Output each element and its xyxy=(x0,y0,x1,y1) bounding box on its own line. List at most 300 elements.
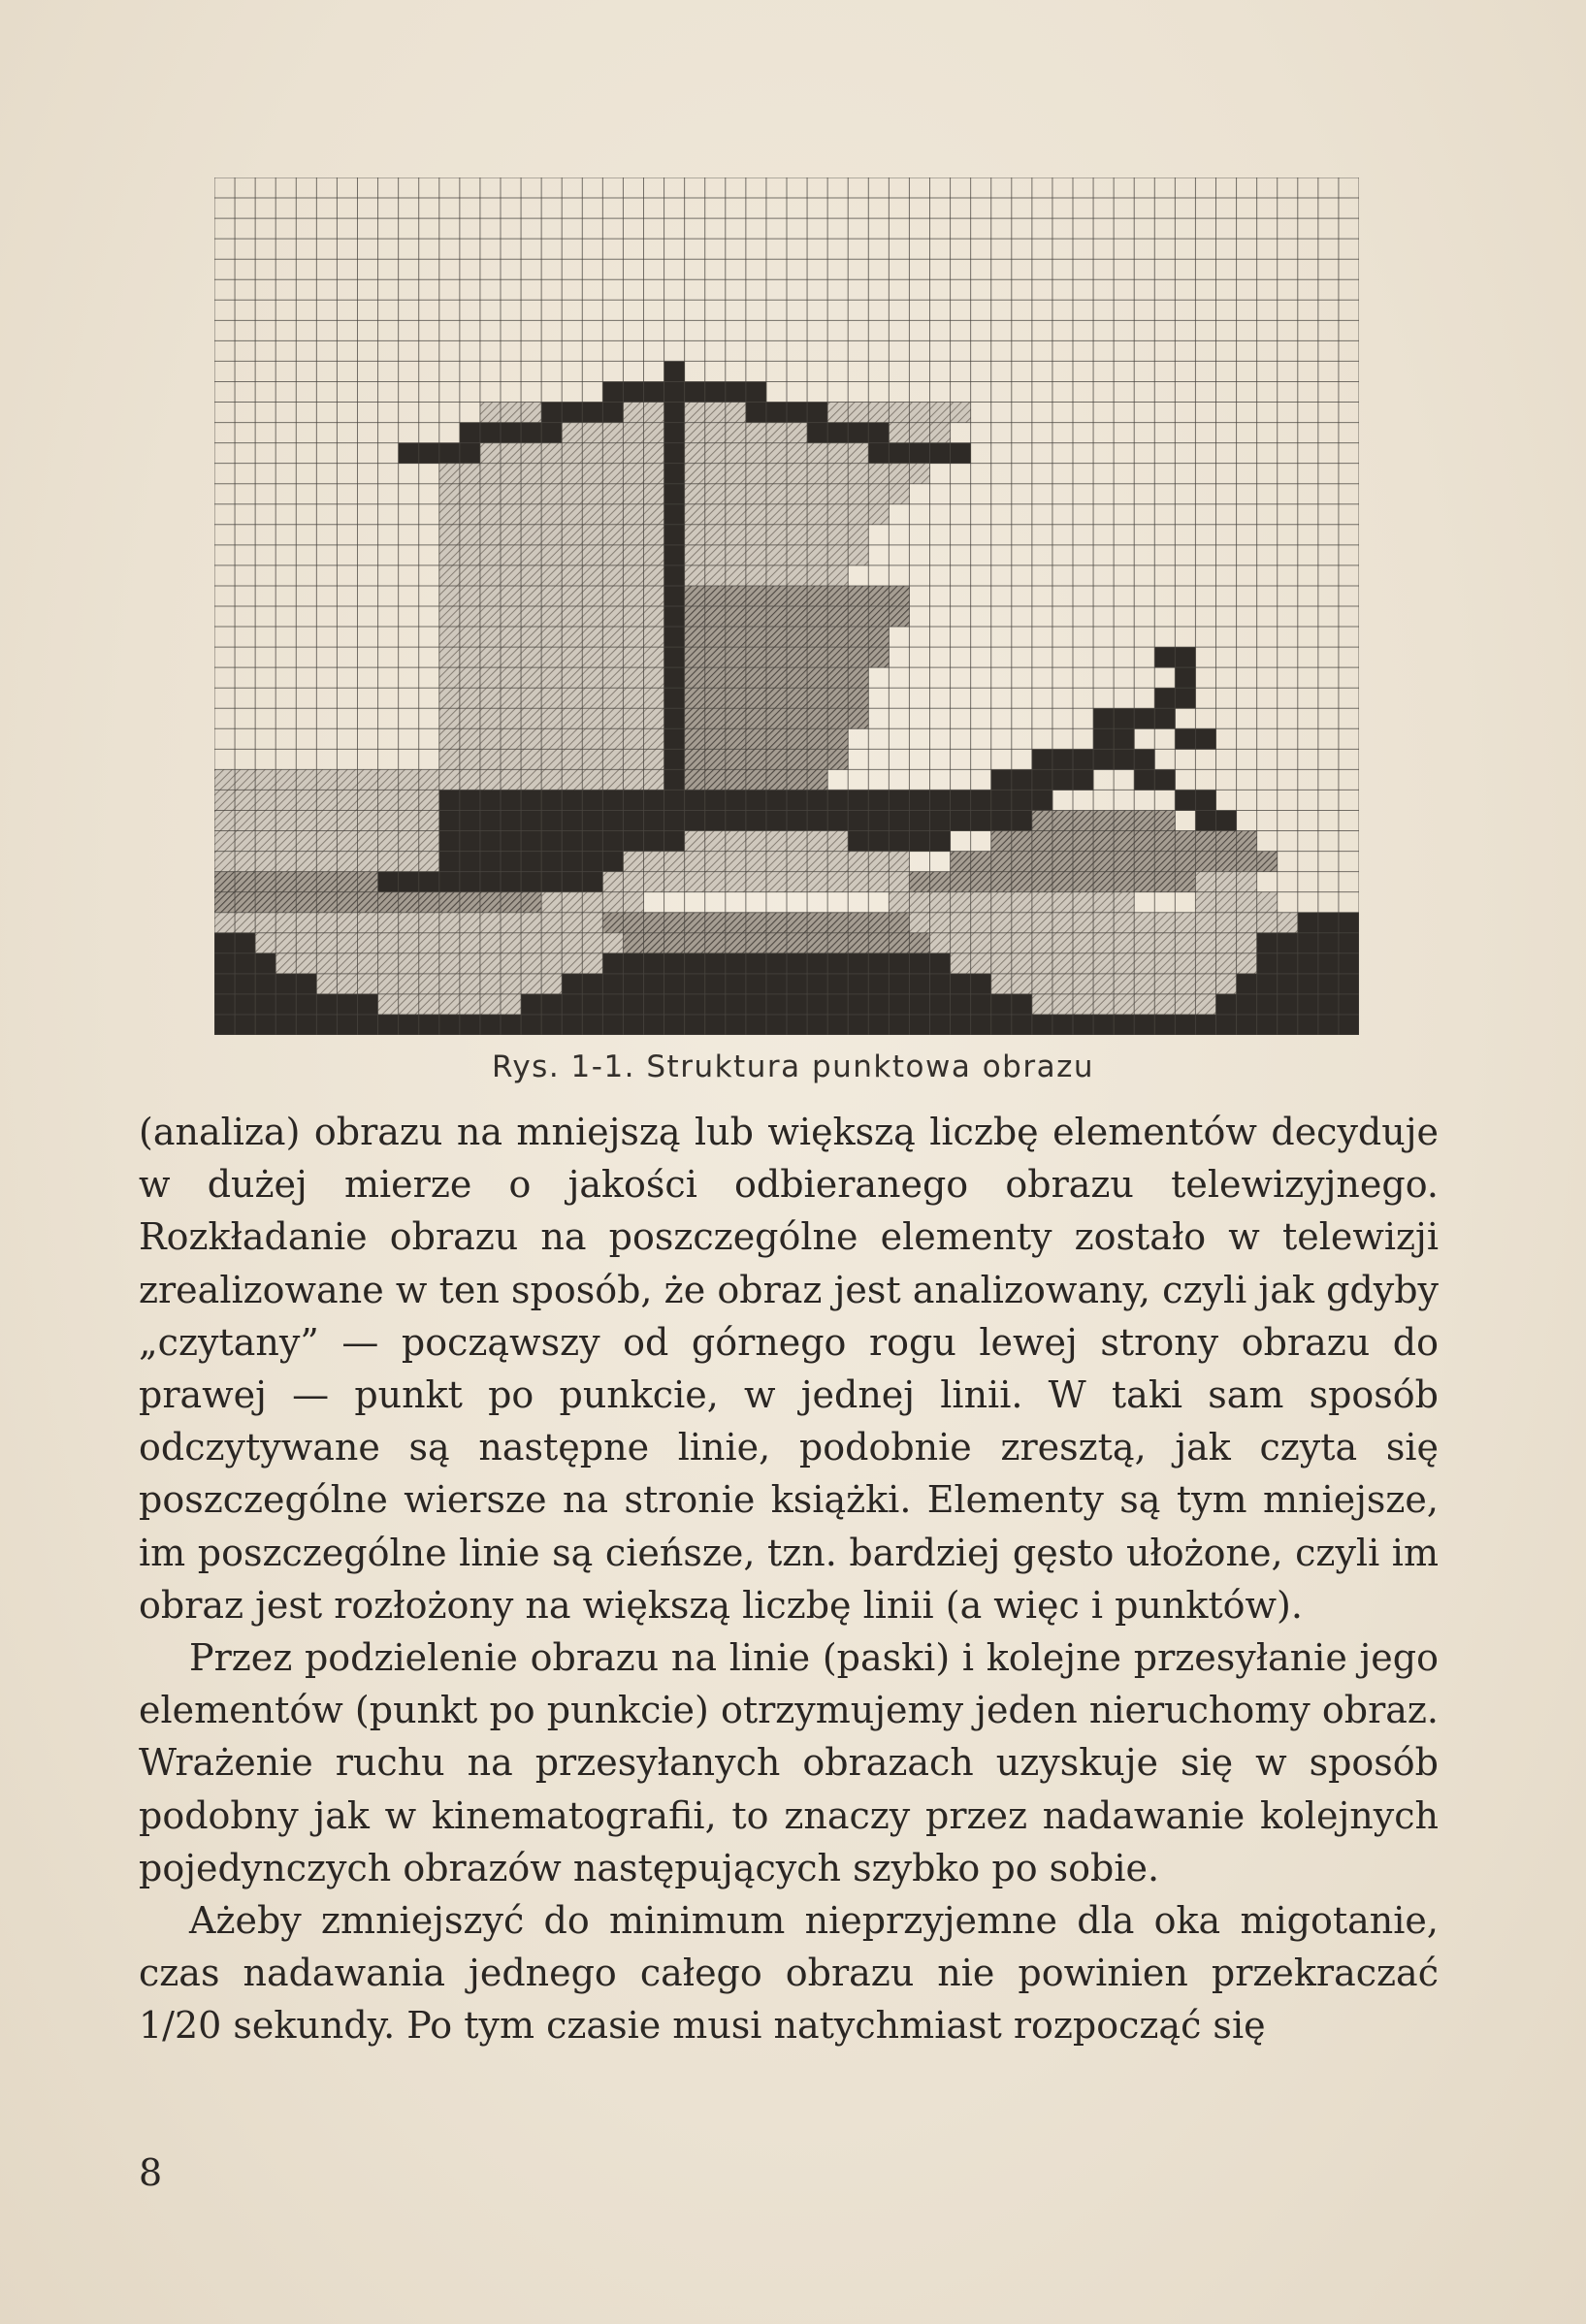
grid-pixel xyxy=(889,872,909,892)
grid-pixel xyxy=(766,647,787,667)
grid-pixel xyxy=(1339,974,1359,994)
grid-pixel xyxy=(1237,913,1257,933)
grid-pixel xyxy=(602,565,623,586)
grid-pixel xyxy=(602,423,623,443)
grid-pixel xyxy=(419,790,439,810)
grid-pixel xyxy=(807,627,827,647)
grid-pixel xyxy=(848,953,868,974)
grid-pixel xyxy=(399,933,419,953)
grid-pixel xyxy=(766,525,787,545)
grid-pixel xyxy=(848,627,868,647)
grid-pixel xyxy=(726,403,746,423)
grid-pixel xyxy=(807,953,827,974)
grid-pixel xyxy=(787,749,807,769)
grid-pixel xyxy=(235,872,255,892)
grid-pixel xyxy=(644,484,664,504)
grid-pixel xyxy=(726,913,746,933)
grid-pixel xyxy=(766,810,787,830)
grid-pixel xyxy=(582,769,602,790)
grid-pixel xyxy=(664,769,685,790)
grid-pixel xyxy=(521,464,541,484)
grid-pixel xyxy=(807,769,827,790)
grid-pixel xyxy=(439,852,460,872)
grid-pixel xyxy=(521,586,541,606)
grid-pixel xyxy=(705,872,726,892)
grid-pixel xyxy=(460,728,480,749)
grid-pixel xyxy=(378,790,399,810)
grid-pixel xyxy=(827,933,848,953)
grid-pixel xyxy=(623,728,643,749)
grid-pixel xyxy=(1073,831,1093,852)
grid-pixel xyxy=(480,810,501,830)
grid-pixel xyxy=(501,586,521,606)
grid-pixel xyxy=(787,913,807,933)
grid-pixel xyxy=(766,872,787,892)
grid-pixel xyxy=(602,892,623,913)
grid-pixel xyxy=(644,606,664,627)
grid-pixel xyxy=(1134,913,1154,933)
grid-pixel xyxy=(644,994,664,1015)
grid-pixel xyxy=(1175,688,1195,708)
grid-pixel xyxy=(848,647,868,667)
grid-pixel xyxy=(726,1015,746,1035)
grid-pixel xyxy=(685,831,705,852)
grid-pixel xyxy=(971,994,991,1015)
grid-pixel xyxy=(705,484,726,504)
grid-pixel xyxy=(746,565,766,586)
grid-pixel xyxy=(541,892,562,913)
grid-pixel xyxy=(868,627,889,647)
grid-pixel xyxy=(337,913,357,933)
grid-pixel xyxy=(644,872,664,892)
grid-pixel xyxy=(664,749,685,769)
grid-pixel xyxy=(991,852,1012,872)
grid-pixel xyxy=(521,443,541,464)
grid-pixel xyxy=(501,484,521,504)
grid-pixel xyxy=(358,872,378,892)
grid-pixel xyxy=(480,443,501,464)
grid-pixel xyxy=(501,688,521,708)
grid-pixel xyxy=(602,790,623,810)
grid-pixel xyxy=(909,403,929,423)
grid-pixel xyxy=(1093,1015,1114,1035)
grid-pixel xyxy=(889,852,909,872)
grid-pixel xyxy=(562,627,582,647)
grid-pixel xyxy=(1093,892,1114,913)
grid-pixel xyxy=(848,586,868,606)
grid-pixel xyxy=(644,586,664,606)
grid-pixel xyxy=(766,933,787,953)
grid-pixel xyxy=(582,749,602,769)
grid-pixel xyxy=(848,852,868,872)
grid-pixel xyxy=(1012,852,1032,872)
grid-pixel xyxy=(582,403,602,423)
grid-pixel xyxy=(501,565,521,586)
grid-pixel xyxy=(214,994,235,1015)
grid-pixel xyxy=(602,1015,623,1035)
grid-pixel xyxy=(255,831,275,852)
grid-pixel xyxy=(827,627,848,647)
grid-pixel xyxy=(316,810,337,830)
grid-pixel xyxy=(726,627,746,647)
grid-pixel xyxy=(787,504,807,525)
grid-pixel xyxy=(521,953,541,974)
grid-pixel xyxy=(930,810,951,830)
grid-pixel xyxy=(399,913,419,933)
grid-pixel xyxy=(419,953,439,974)
grid-pixel xyxy=(623,1015,643,1035)
grid-pixel xyxy=(951,403,971,423)
grid-pixel xyxy=(1093,749,1114,769)
grid-pixel xyxy=(1114,994,1134,1015)
grid-pixel xyxy=(337,872,357,892)
grid-pixel xyxy=(1195,1015,1215,1035)
grid-pixel xyxy=(358,1015,378,1035)
grid-pixel xyxy=(399,769,419,790)
grid-pixel xyxy=(1134,953,1154,974)
grid-pixel xyxy=(787,565,807,586)
grid-pixel xyxy=(1093,852,1114,872)
grid-pixel xyxy=(705,994,726,1015)
grid-pixel xyxy=(766,994,787,1015)
grid-pixel xyxy=(848,545,868,565)
grid-pixel xyxy=(521,749,541,769)
body-text xyxy=(139,1106,1439,2052)
grid-pixel xyxy=(562,790,582,810)
grid-pixel xyxy=(480,464,501,484)
grid-pixel xyxy=(1237,953,1257,974)
grid-pixel xyxy=(501,852,521,872)
grid-pixel xyxy=(868,647,889,667)
grid-pixel xyxy=(541,423,562,443)
grid-pixel xyxy=(501,974,521,994)
grid-pixel xyxy=(602,708,623,728)
grid-pixel xyxy=(746,749,766,769)
grid-pixel xyxy=(827,606,848,627)
grid-pixel xyxy=(746,872,766,892)
grid-pixel xyxy=(664,913,685,933)
grid-pixel xyxy=(235,892,255,913)
grid-pixel xyxy=(1154,831,1175,852)
grid-pixel xyxy=(644,831,664,852)
grid-pixel xyxy=(501,525,521,545)
grid-pixel xyxy=(602,443,623,464)
grid-pixel xyxy=(868,974,889,994)
grid-pixel xyxy=(1318,953,1339,974)
grid-pixel xyxy=(705,688,726,708)
grid-pixel xyxy=(460,749,480,769)
grid-pixel xyxy=(541,872,562,892)
grid-pixel xyxy=(726,464,746,484)
grid-pixel xyxy=(623,892,643,913)
grid-pixel xyxy=(521,769,541,790)
grid-pixel xyxy=(562,525,582,545)
grid-pixel xyxy=(623,953,643,974)
grid-pixel xyxy=(644,769,664,790)
grid-pixel xyxy=(1216,994,1237,1015)
grid-pixel xyxy=(705,525,726,545)
grid-pixel xyxy=(746,606,766,627)
grid-pixel xyxy=(521,913,541,933)
grid-pixel xyxy=(214,810,235,830)
grid-pixel xyxy=(685,790,705,810)
grid-pixel xyxy=(746,403,766,423)
grid-pixel xyxy=(726,749,746,769)
grid-pixel xyxy=(726,423,746,443)
grid-pixel xyxy=(1093,953,1114,974)
grid-pixel xyxy=(827,667,848,688)
grid-pixel xyxy=(439,565,460,586)
grid-pixel xyxy=(1175,647,1195,667)
grid-pixel xyxy=(746,953,766,974)
grid-pixel xyxy=(766,728,787,749)
grid-pixel xyxy=(1318,913,1339,933)
grid-pixel xyxy=(1093,872,1114,892)
grid-pixel xyxy=(439,892,460,913)
grid-pixel xyxy=(685,525,705,545)
grid-pixel xyxy=(705,708,726,728)
grid-pixel xyxy=(623,545,643,565)
grid-pixel xyxy=(623,443,643,464)
grid-pixel xyxy=(1134,810,1154,830)
grid-pixel xyxy=(480,933,501,953)
grid-pixel xyxy=(827,790,848,810)
grid-pixel xyxy=(541,647,562,667)
grid-pixel xyxy=(889,810,909,830)
grid-pixel xyxy=(827,464,848,484)
grid-pixel xyxy=(1339,994,1359,1015)
grid-pixel xyxy=(480,647,501,667)
grid-pixel xyxy=(501,892,521,913)
paragraph-2: Przez podzielenie obrazu na linie (paski) i kolejne przesyłanie jego elementów (punkt po punkcie) otrzymujemy jeden nieruchomy obraz. Wrażenie ruchu na przesyłanych obrazach uzyskuje się w sposób podobny jak w kinematografii, to znaczy przez nadawanie kolejnych pojedynczych obrazów następujących szybko po sobie. xyxy=(139,1636,1439,1889)
grid-pixel xyxy=(889,606,909,627)
grid-pixel xyxy=(644,810,664,830)
grid-pixel xyxy=(766,913,787,933)
grid-pixel xyxy=(562,504,582,525)
grid-pixel xyxy=(582,545,602,565)
grid-pixel xyxy=(541,1015,562,1035)
grid-pixel xyxy=(787,667,807,688)
grid-pixel xyxy=(807,586,827,606)
grid-pixel xyxy=(480,688,501,708)
grid-pixel xyxy=(766,606,787,627)
grid-pixel xyxy=(848,1015,868,1035)
grid-pixel xyxy=(419,769,439,790)
grid-pixel xyxy=(439,647,460,667)
grid-pixel xyxy=(1154,1015,1175,1035)
grid-pixel xyxy=(685,464,705,484)
grid-pixel xyxy=(1278,1015,1298,1035)
grid-pixel xyxy=(664,1015,685,1035)
grid-pixel xyxy=(541,545,562,565)
grid-pixel xyxy=(664,464,685,484)
grid-pixel xyxy=(358,852,378,872)
grid-pixel xyxy=(664,647,685,667)
grid-pixel xyxy=(275,831,296,852)
grid-pixel xyxy=(807,933,827,953)
grid-pixel xyxy=(214,1015,235,1035)
grid-pixel xyxy=(541,708,562,728)
grid-pixel xyxy=(439,913,460,933)
grid-pixel xyxy=(726,994,746,1015)
grid-pixel xyxy=(726,974,746,994)
grid-pixel xyxy=(378,953,399,974)
grid-pixel xyxy=(623,647,643,667)
grid-pixel xyxy=(746,728,766,749)
grid-pixel xyxy=(685,443,705,464)
grid-pixel xyxy=(1073,953,1093,974)
grid-pixel xyxy=(419,1015,439,1035)
grid-pixel xyxy=(1134,749,1154,769)
grid-pixel xyxy=(848,484,868,504)
grid-pixel xyxy=(664,933,685,953)
grid-pixel xyxy=(787,606,807,627)
grid-pixel xyxy=(439,525,460,545)
grid-pixel xyxy=(439,484,460,504)
grid-pixel xyxy=(1216,953,1237,974)
grid-pixel xyxy=(316,913,337,933)
grid-pixel xyxy=(460,974,480,994)
grid-pixel xyxy=(541,606,562,627)
grid-pixel xyxy=(582,974,602,994)
grid-pixel xyxy=(1052,831,1073,852)
grid-pixel xyxy=(1195,810,1215,830)
grid-pixel xyxy=(1175,790,1195,810)
grid-pixel xyxy=(255,913,275,933)
grid-pixel xyxy=(562,545,582,565)
grid-pixel xyxy=(562,443,582,464)
grid-pixel xyxy=(1175,872,1195,892)
grid-pixel xyxy=(685,606,705,627)
grid-pixel xyxy=(255,994,275,1015)
grid-pixel xyxy=(623,688,643,708)
grid-pixel xyxy=(378,831,399,852)
grid-pixel xyxy=(582,1015,602,1035)
grid-pixel xyxy=(868,423,889,443)
grid-pixel xyxy=(1339,933,1359,953)
grid-pixel xyxy=(501,810,521,830)
grid-pixel xyxy=(501,667,521,688)
grid-pixel xyxy=(909,913,929,933)
grid-pixel xyxy=(827,565,848,586)
grid-pixel xyxy=(685,586,705,606)
grid-pixel xyxy=(827,484,848,504)
grid-pixel xyxy=(868,810,889,830)
grid-pixel xyxy=(602,831,623,852)
grid-pixel xyxy=(255,892,275,913)
grid-pixel xyxy=(807,688,827,708)
grid-pixel xyxy=(480,667,501,688)
grid-pixel xyxy=(1073,749,1093,769)
grid-pixel xyxy=(827,504,848,525)
grid-pixel xyxy=(848,667,868,688)
grid-pixel xyxy=(664,525,685,545)
grid-pixel xyxy=(868,464,889,484)
grid-pixel xyxy=(255,953,275,974)
grid-pixel xyxy=(909,423,929,443)
grid-pixel xyxy=(664,545,685,565)
grid-pixel xyxy=(930,403,951,423)
paragraph-3: Ażeby zmniejszyć do minimum nieprzyjemne dla oka migotanie, czas nadawania jednego całego obrazu nie powinien przekraczać 1/20 sekundy. Po tym czasie musi natychmiast rozpocząć się xyxy=(139,1899,1439,2048)
grid-pixel xyxy=(275,790,296,810)
grid-pixel xyxy=(787,403,807,423)
grid-pixel xyxy=(685,423,705,443)
grid-pixel xyxy=(1216,974,1237,994)
grid-pixel xyxy=(1114,913,1134,933)
grid-pixel xyxy=(705,667,726,688)
grid-pixel xyxy=(1175,667,1195,688)
grid-pixel xyxy=(296,1015,316,1035)
grid-pixel xyxy=(562,464,582,484)
grid-pixel xyxy=(1175,1015,1195,1035)
grid-pixel xyxy=(1216,913,1237,933)
grid-pixel xyxy=(582,606,602,627)
grid-pixel xyxy=(562,913,582,933)
grid-pixel xyxy=(214,790,235,810)
grid-pixel xyxy=(623,484,643,504)
grid-pixel xyxy=(807,647,827,667)
grid-pixel xyxy=(399,790,419,810)
grid-pixel xyxy=(562,423,582,443)
grid-pixel xyxy=(460,504,480,525)
grid-pixel xyxy=(460,586,480,606)
grid-pixel xyxy=(521,790,541,810)
grid-pixel xyxy=(602,606,623,627)
grid-pixel xyxy=(296,810,316,830)
grid-pixel xyxy=(930,933,951,953)
grid-pixel xyxy=(562,749,582,769)
grid-pixel xyxy=(541,953,562,974)
grid-pixel xyxy=(480,974,501,994)
grid-pixel xyxy=(480,565,501,586)
grid-pixel xyxy=(337,953,357,974)
grid-pixel xyxy=(664,708,685,728)
grid-pixel xyxy=(337,892,357,913)
grid-pixel xyxy=(827,586,848,606)
grid-pixel xyxy=(746,667,766,688)
grid-pixel xyxy=(1052,769,1073,790)
grid-pixel xyxy=(275,892,296,913)
grid-pixel xyxy=(909,933,929,953)
grid-pixel xyxy=(337,1015,357,1035)
grid-pixel xyxy=(1052,810,1073,830)
grid-pixel xyxy=(644,443,664,464)
grid-pixel xyxy=(1134,933,1154,953)
grid-pixel xyxy=(889,464,909,484)
grid-pixel xyxy=(1052,1015,1073,1035)
grid-pixel xyxy=(562,1015,582,1035)
grid-pixel xyxy=(1154,872,1175,892)
grid-pixel xyxy=(726,953,746,974)
grid-pixel xyxy=(480,1015,501,1035)
grid-pixel xyxy=(541,831,562,852)
grid-pixel xyxy=(644,403,664,423)
grid-pixel xyxy=(480,586,501,606)
grid-pixel xyxy=(1175,913,1195,933)
grid-pixel xyxy=(562,667,582,688)
grid-pixel xyxy=(541,852,562,872)
grid-pixel xyxy=(1175,831,1195,852)
grid-pixel xyxy=(1257,933,1278,953)
grid-pixel xyxy=(501,913,521,933)
grid-pixel xyxy=(602,667,623,688)
grid-pixel xyxy=(1134,852,1154,872)
grid-pixel xyxy=(766,708,787,728)
grid-pixel xyxy=(1257,1015,1278,1035)
grid-pixel xyxy=(235,974,255,994)
grid-pixel xyxy=(1257,994,1278,1015)
grid-pixel xyxy=(644,728,664,749)
